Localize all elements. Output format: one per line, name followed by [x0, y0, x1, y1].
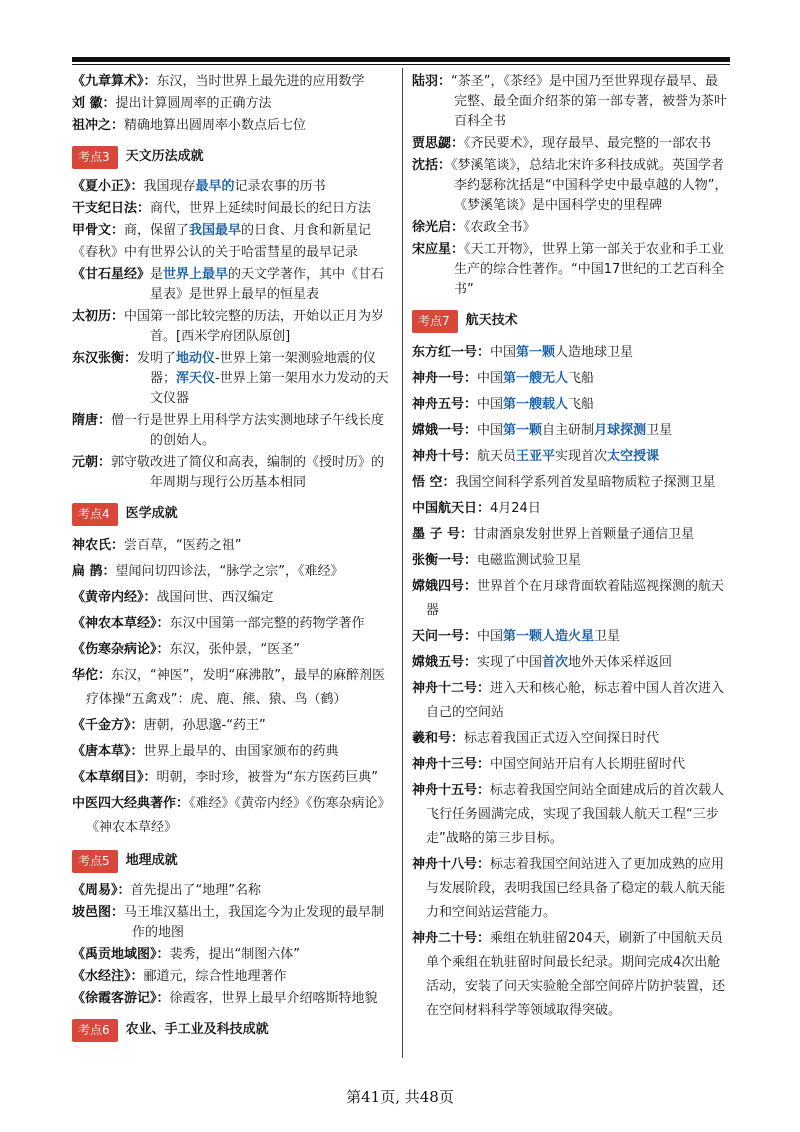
entry-text: “茶圣”，《茶经》是中国乃至世界现存最早、最完整、最全面介绍茶的第一部专著，被誉为茶叶百科全书	[451, 74, 728, 129]
entry-term: 《九章算术》：	[72, 74, 157, 89]
entry-text: 世界首个在月球背面软着陆巡视探测的航天器	[426, 579, 725, 618]
header-rule-thin	[72, 64, 730, 65]
highlight-text: 第一颗人造火星	[503, 629, 595, 644]
entry	[72, 453, 392, 493]
entry-term: 神农氏：	[72, 538, 125, 553]
entry	[412, 445, 730, 469]
entry	[72, 792, 392, 840]
header-rule-thick	[72, 57, 730, 62]
entry-term: 元朝：	[72, 455, 112, 470]
entry-term: 《徐霞客游记》：	[72, 991, 170, 1006]
entry-term: 神舟一号：	[412, 371, 478, 386]
entry	[412, 523, 730, 547]
entry-text: 战国问世、西汉编定	[156, 590, 274, 605]
entry	[72, 72, 392, 92]
entry-term: 神舟五号：	[412, 397, 478, 412]
entry	[72, 94, 392, 114]
entry-text: 卫星	[646, 423, 673, 438]
entry-term: 扁 鹊：	[72, 564, 116, 579]
entry-text: 卫星	[594, 629, 621, 644]
entry	[72, 560, 392, 584]
entry-text: 电磁监测试验卫星	[477, 553, 582, 568]
entry-term: 东汉张衡：	[72, 351, 138, 366]
section-title: 航天技术	[465, 313, 518, 328]
entry	[72, 714, 392, 738]
entry-text: 记录	[234, 179, 261, 194]
entry-text: 东汉，当时世界上最先进的应用数学	[156, 74, 365, 89]
entry-term: 《伤寒杂病论》：	[72, 642, 170, 657]
entry-text: 进入天和核心舱，标志着中国人首次进入自己的空间站	[426, 681, 725, 720]
entry-term: 隋唐：	[72, 413, 112, 428]
entry-text: 郭守敬改进了简仪和高表，编制的《授时历》的年周期与现行公历基本相同	[111, 455, 385, 490]
entry-term: 宋应星：	[412, 242, 465, 257]
entry-text: 标志着我国空间站进入了更加成熟的应用与发展阶段，表明我国已经具备了稳定的载人航天能力和空间站运营能力。	[426, 857, 726, 920]
entry-term: 贾思勰：	[412, 136, 465, 151]
entry	[412, 419, 730, 443]
entry-text: -世界上第一架用水力发动的天文仪器	[150, 371, 389, 406]
section-header	[72, 1018, 392, 1042]
entry-text: 首先提出了“地理”名称	[130, 883, 261, 898]
entry-text: 中国	[490, 345, 517, 360]
entry	[412, 367, 730, 391]
entry-text: 商，保留了	[124, 223, 190, 238]
section-title: 地理成就	[125, 853, 178, 868]
entry-term: 东方红一号：	[412, 345, 491, 360]
entry-text: 精确地算出圆周率小数点后七位	[124, 118, 307, 133]
highlight-text: 王亚平	[516, 449, 556, 464]
highlight-text: 第一艘无人	[503, 371, 569, 386]
entry	[72, 349, 392, 409]
entry	[72, 411, 392, 451]
section-tag: 考点7	[412, 310, 458, 333]
entry-term: 天问一号：	[412, 629, 478, 644]
entry	[412, 393, 730, 417]
entry-term: 刘 徽：	[72, 96, 116, 111]
section-header	[72, 849, 392, 873]
entry-term: 《禹贡地域图》：	[72, 947, 170, 962]
entry-text: 甘肃酒泉发射世界上首颗量子通信卫星	[473, 527, 695, 542]
entry	[412, 341, 730, 365]
entry	[412, 927, 730, 1023]
highlight-text: 太空授课	[607, 449, 660, 464]
entry-text: 我国空间科学系列首发星暗物质粒子探测卫星	[455, 475, 716, 490]
entry	[412, 549, 730, 573]
section-header	[72, 145, 392, 169]
entry-term: 神舟二十号：	[412, 931, 491, 946]
entry-text: 标志着我国空间站全面建成后的首次载人飞行任务圆满完成，实现了我国载人航天工程“三步走”战略的第三步目标。	[426, 783, 725, 846]
entry	[412, 156, 730, 216]
entry-term: 神舟十号：	[412, 449, 478, 464]
highlight-text: 月球探测	[594, 423, 647, 438]
entry	[72, 881, 392, 901]
entry-text: 标志着我国正式迈入空间探日时代	[464, 731, 660, 746]
highlight-text: 浑天仪	[176, 371, 216, 386]
entry-text: 望闻问切四诊法，“脉学之宗”，《难经》	[115, 564, 344, 579]
entry-text: 尝百草，“医药之祖”	[124, 538, 242, 553]
entry-text: 航天员	[477, 449, 517, 464]
entry-term: 嫦娥五号：	[412, 655, 478, 670]
entry	[72, 945, 392, 965]
section-tag: 考点5	[72, 850, 118, 873]
entry-text: 《春秋》中有世界公认的关于哈雷彗星的最早记录	[72, 245, 359, 260]
entry-term: 嫦娥一号：	[412, 423, 478, 438]
entry-term: 《夏小正》：	[72, 179, 144, 194]
entry-text: 的天文学著作，其中《甘石星表》是世界上最早的恒星表	[150, 267, 385, 302]
entry	[72, 664, 392, 712]
entry-text: 地外天体采样返回	[568, 655, 673, 670]
entry	[412, 497, 730, 521]
entry-text: 中国	[477, 371, 504, 386]
entry-text: 飞船	[568, 371, 595, 386]
entry	[412, 727, 730, 751]
entry-text: 的日食、月食和新星记	[241, 223, 372, 238]
entry-term: 《黄帝内经》：	[72, 590, 157, 605]
entry	[412, 72, 730, 132]
entry-term: 太初历：	[72, 309, 125, 324]
section-header	[412, 309, 730, 333]
entry-term: 祖冲之：	[72, 118, 125, 133]
entry-term: 嫦娥四号：	[412, 579, 478, 594]
entry-text: 《农政全书》	[464, 220, 536, 235]
entry	[412, 240, 730, 300]
entry-term: 张衡一号：	[412, 553, 478, 568]
entry	[412, 218, 730, 238]
entry-text: 徐霞客，世界上最早介绍喀斯特地貌	[169, 991, 378, 1006]
highlight-text: 世界上最早	[163, 267, 229, 282]
entry-term: 《本草纲目》：	[72, 770, 157, 785]
entry-text: 中国第一部比较完整的历法，开始以正月为岁首。[西米学府团队原创]	[124, 309, 385, 344]
entry-text: 自主研制	[542, 423, 595, 438]
entry-term: 《甘石星经》	[72, 267, 151, 282]
section-title: 天文历法成就	[125, 149, 204, 164]
entry-term: 羲和号：	[412, 731, 465, 746]
entry-term: 陆羽：	[412, 74, 452, 89]
entry-text: 唐朝，孙思邈-“药王”	[143, 718, 266, 733]
entry	[72, 638, 392, 662]
entry-text: 中国空间站开启有人长期驻留时代	[490, 757, 686, 772]
entry-text: 《难经》《黄帝内经》《伤寒杂病论》《神农本草经》	[86, 796, 391, 835]
entry-term: 《水经注》：	[72, 969, 144, 984]
entry-text: 东汉中国第一部完整的药物学著作	[169, 616, 365, 631]
entry	[412, 134, 730, 154]
entry-text: 东汉，张仲景，“医圣”	[169, 642, 300, 657]
entry-text: 商代，世界上延续时间最长的纪日方法	[150, 201, 372, 216]
entry-text: 发明了	[137, 351, 177, 366]
entry-term: 《周易》：	[72, 883, 131, 898]
entry-text: 提出计算圆周率的正确方法	[115, 96, 272, 111]
left-column	[72, 72, 392, 1050]
entry-text: 世界上最早的、由国家颁布的药典	[143, 744, 339, 759]
entry-text: 是	[150, 267, 164, 282]
entry	[412, 853, 730, 925]
entry	[412, 753, 730, 777]
entry	[412, 779, 730, 851]
entry	[412, 575, 730, 623]
entry	[72, 903, 392, 943]
entry	[412, 625, 730, 649]
entry-text: 裴秀，提出“制图六体”	[169, 947, 300, 962]
entry	[72, 766, 392, 790]
section-title: 医学成就	[125, 506, 178, 521]
entry-term: 墨 子 号：	[412, 527, 474, 542]
entry-text: 农事的历书	[260, 179, 326, 194]
highlight-text: 我国最早	[189, 223, 242, 238]
entry-text: 飞船	[568, 397, 595, 412]
entry-text: 中国	[477, 397, 504, 412]
section-tag: 考点4	[72, 503, 118, 526]
section-header	[72, 502, 392, 526]
entry-text: 郦道元，综合性地理著作	[143, 969, 287, 984]
page-number: 第41页, 共48页	[346, 1088, 454, 1106]
entry-term: 《唐本草》：	[72, 744, 144, 759]
entry-term: 华佗：	[72, 668, 112, 683]
entry-text: 实现了中国	[477, 655, 543, 670]
entry-text: 我国现存	[143, 179, 196, 194]
highlight-text: 第一艘载人	[503, 397, 569, 412]
entry	[72, 243, 392, 263]
entry-term: 中国航天日：	[412, 501, 491, 516]
entry-text: 僧一行是世界上用科学方法实测地球子午线长度的创始人。	[111, 413, 385, 448]
entry-term: 徐光启：	[412, 220, 465, 235]
entry-term: 《千金方》：	[72, 718, 144, 733]
entry	[412, 651, 730, 675]
entry-text: 乘组在轨驻留204天，刷新了中国航天员单个乘组在轨驻留时间最长纪录。期间完成4次出舱活动，安装了问天实验舱全部空间碎片防护装置，还在空间材料科学等领域取得突破。	[426, 931, 726, 1018]
entry	[72, 177, 392, 197]
entry	[72, 199, 392, 219]
entry-term: 神舟十三号：	[412, 757, 491, 772]
entry-term: 中医四大经典著作：	[72, 796, 190, 811]
right-column	[412, 72, 730, 1025]
highlight-text: 首次	[542, 655, 569, 670]
highlight-text: 第一颗	[516, 345, 556, 360]
entry	[72, 116, 392, 136]
entry	[412, 471, 730, 495]
section-tag: 考点3	[72, 146, 118, 169]
section-tag: 考点6	[72, 1019, 118, 1042]
entry-term: 神舟十八号：	[412, 857, 491, 872]
entry-term: 《神农本草经》：	[72, 616, 170, 631]
entry	[72, 586, 392, 610]
entry-text: 4月24日	[490, 501, 541, 516]
entry	[72, 989, 392, 1009]
entry-text: 《梦溪笔谈》，总结北宋许多科技成就。英国学者李约瑟称沈括是“中国科学史中最卓越的人物”，《梦溪笔谈》是中国科学史的里程碑	[451, 158, 728, 213]
entry-text: 人造地球卫星	[555, 345, 634, 360]
entry-text: 中国	[477, 423, 504, 438]
column-divider	[402, 68, 403, 1058]
entry	[412, 677, 730, 725]
entry	[72, 307, 392, 347]
entry-term: 神舟十二号：	[412, 681, 491, 696]
entry-term: 神舟十五号：	[412, 783, 491, 798]
entry-text: 《齐民要术》，现存最早、最完整的一部农书	[464, 136, 712, 151]
highlight-text: 地动仪	[176, 351, 216, 366]
entry-term: 甲骨文：	[72, 223, 125, 238]
entry-term: 沈括：	[412, 158, 452, 173]
entry-term: 坡邑图：	[72, 905, 125, 920]
entry	[72, 740, 392, 764]
highlight-text: 最早的	[195, 179, 235, 194]
entry-text: 明朝，李时珍，被誉为“东方医药巨典”	[156, 770, 378, 785]
entry-text: 马王堆汉墓出土，我国迄今为止发现的最早制作的地图	[124, 905, 385, 940]
entry-text: 中国	[477, 629, 504, 644]
entry-term: 悟 空：	[412, 475, 456, 490]
highlight-text: 第一颗	[503, 423, 543, 438]
entry	[72, 221, 392, 241]
entry-text: -世界上第一架测验地震的仪器；	[150, 351, 376, 386]
entry-text: 《天工开物》，世界上第一部关于农业和手工业生产的综合性著作。“中国17世纪的工艺百科全书”	[454, 242, 725, 297]
entry-text: 东汉，“神医”，发明“麻沸散”，最早的麻醉剂医疗体操“五禽戏”：虎、鹿、熊、猿、鸟（鹤）	[86, 668, 385, 707]
entry-text: 实现首次	[555, 449, 608, 464]
section-title: 农业、手工业及科技成就	[125, 1022, 269, 1037]
entry	[72, 967, 392, 987]
entry	[72, 265, 392, 305]
entry	[72, 612, 392, 636]
entry-term: 干支纪日法：	[72, 201, 151, 216]
entry	[72, 534, 392, 558]
